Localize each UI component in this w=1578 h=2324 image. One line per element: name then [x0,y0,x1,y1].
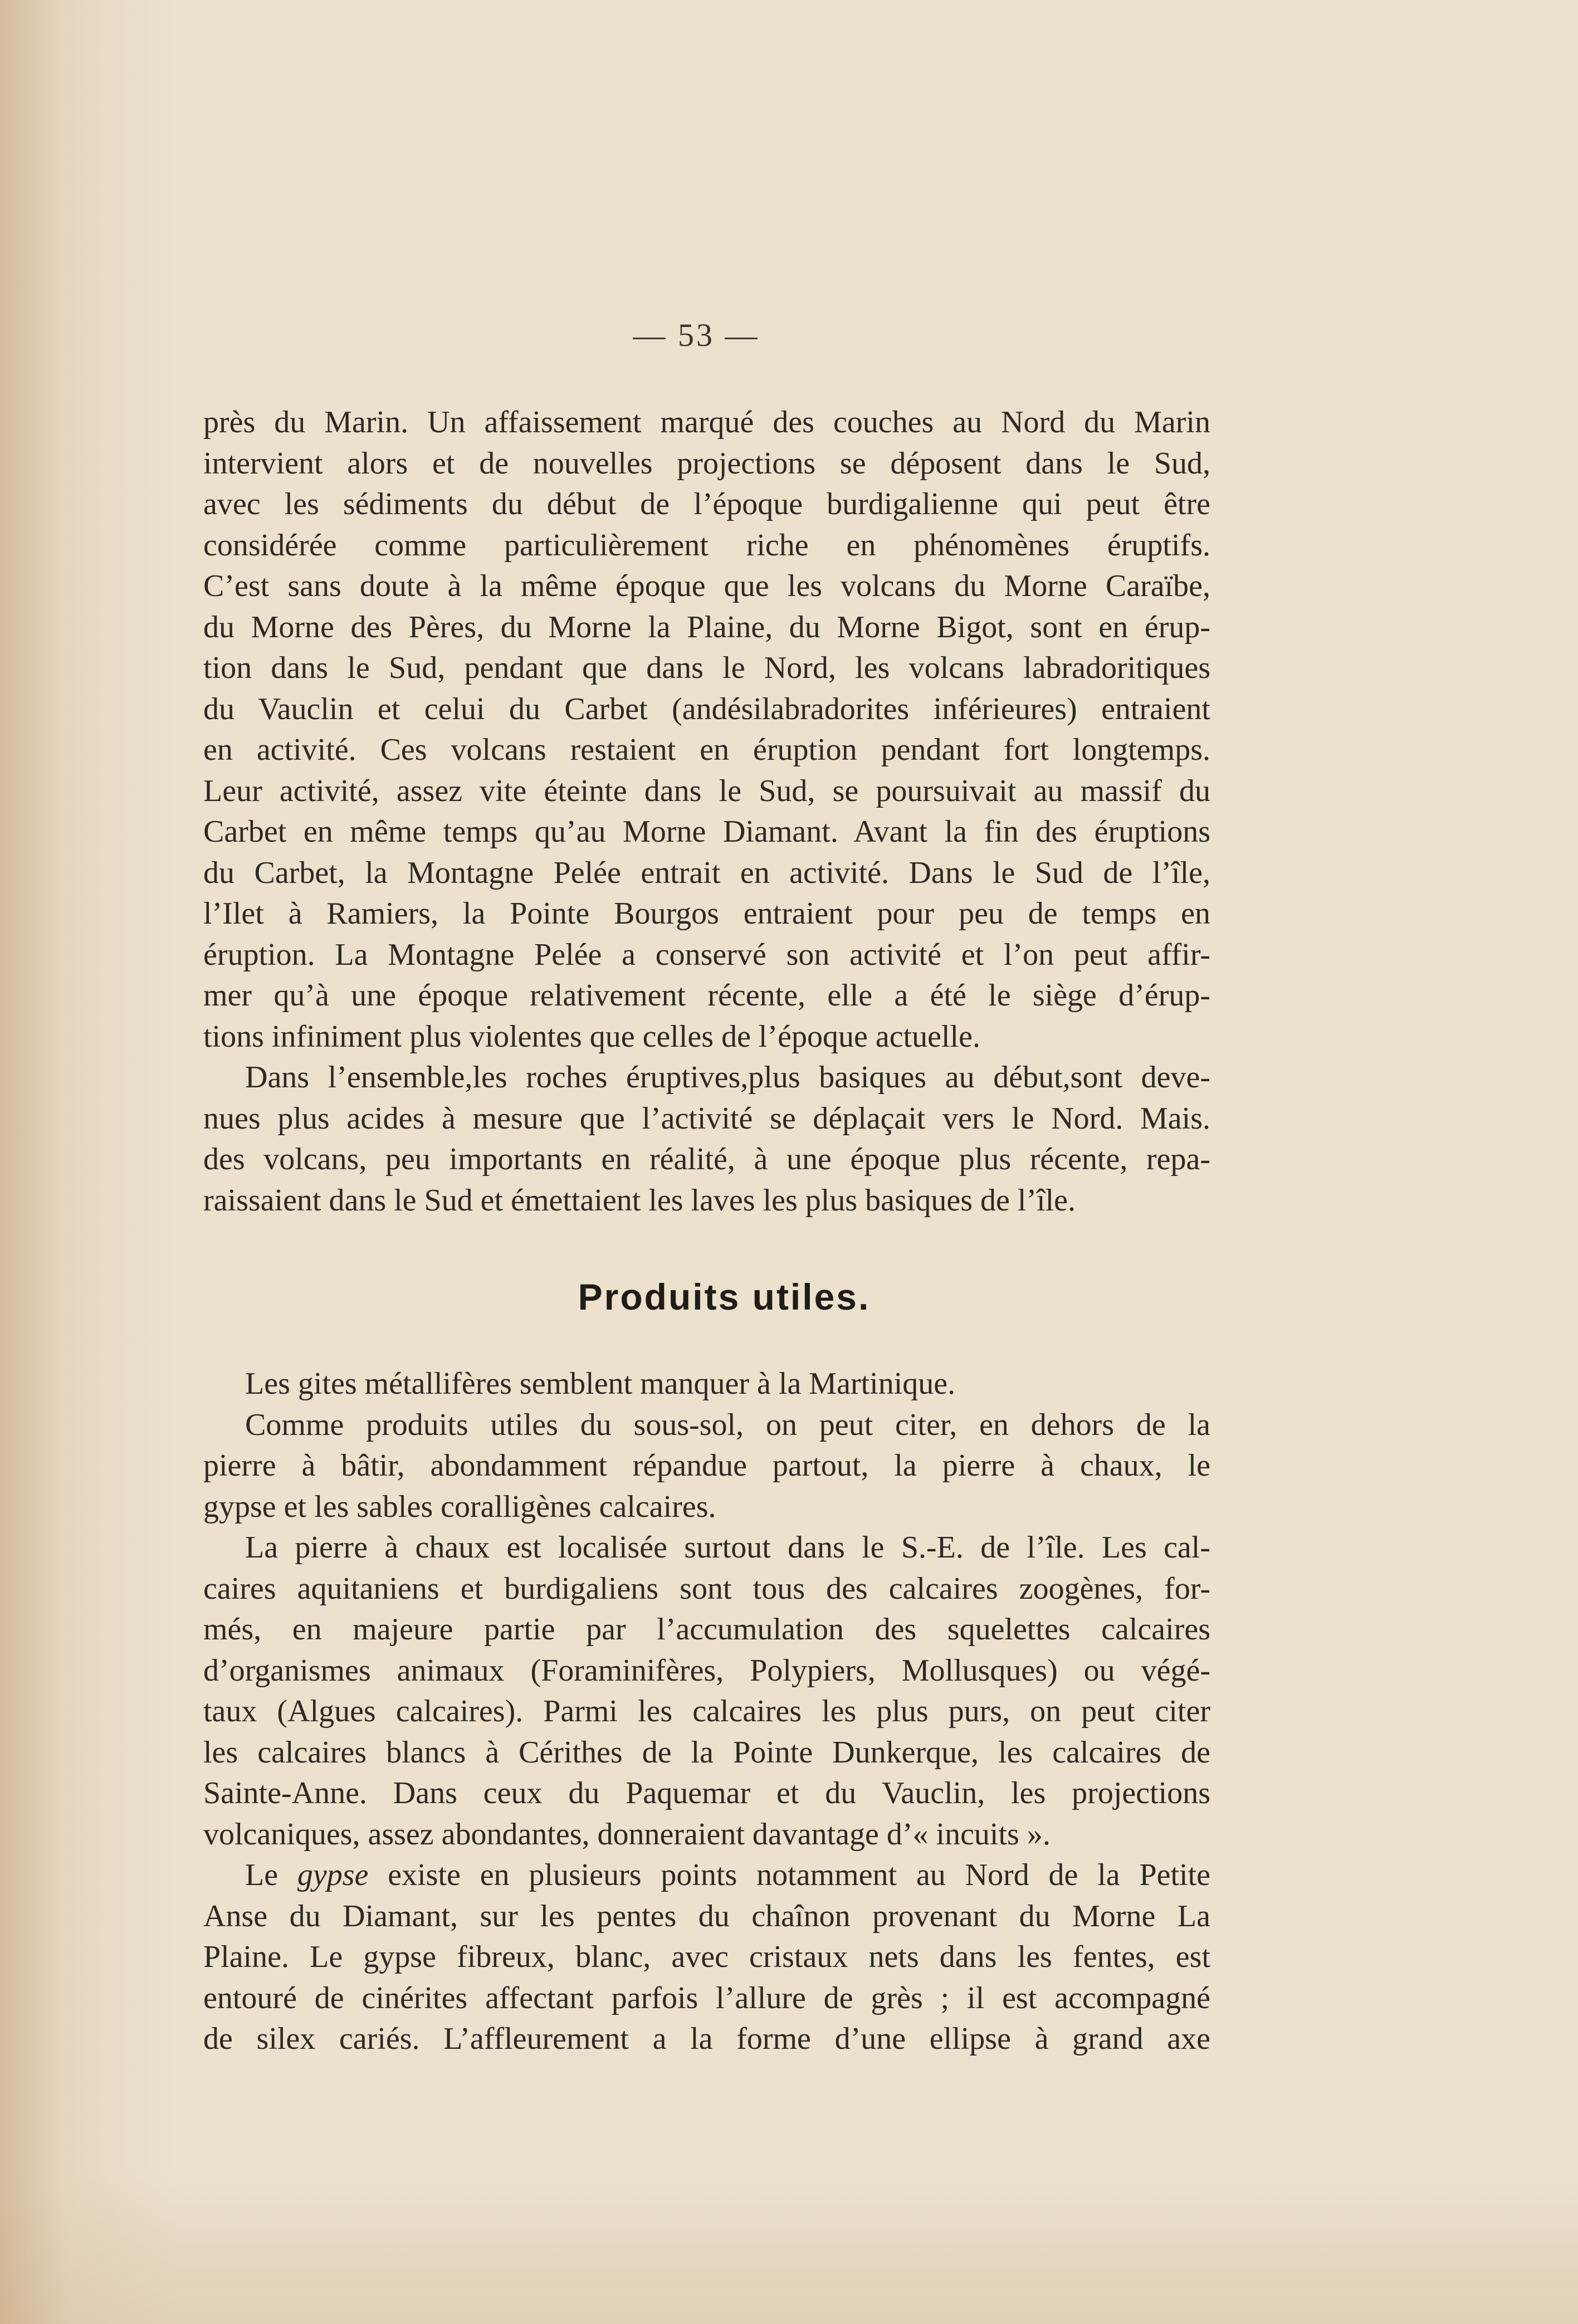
text-line: du Carbet, la Montagne Pelée entrait en activité. Dans le Sud de l’île, [203,855,1210,890]
text-fragment: existe en plusieurs points notamment au Nord de la Petite [368,1858,1211,1892]
text-line: Comme produits utiles du sous-sol, on peut citer, en dehors de la [245,1407,1210,1442]
text-line: gypse et les sables coralligènes calcaires. [203,1489,716,1524]
page-number: — 53 — [633,317,760,353]
section-heading: Produits utiles. [578,1276,871,1317]
text-line: Sainte-Anne. Dans ceux du Paquemar et du Vauclin, les projections [203,1776,1210,1810]
text-line: més, en majeure partie par l’accumulation des squelettes calcaires [203,1612,1210,1647]
text-line: Anse du Diamant, sur les pentes du chaînon provenant du Morne La [203,1898,1210,1934]
text-line: des volcans, peu importants en réalité, à une époque plus récente, repa- [203,1142,1210,1176]
text-line: éruption. La Montagne Pelée a conservé son activité et l’on peut affir- [203,937,1210,972]
text-line: avec les sédiments du début de l’époque burdigalienne qui peut être [203,487,1210,521]
text-line: entouré de cinérites affectant parfois l’allure de grès ; il est accompagné [203,1980,1210,2015]
text-fragment: Le [245,1858,297,1892]
text-line [203,1855,1210,1896]
text-line: pierre à bâtir, abondamment répandue partout, la pierre à chaux, le [203,1448,1210,1483]
text-line: du Morne des Pères, du Morne la Plaine, du Morne Bigot, sont en érup- [203,609,1210,645]
text-line: de silex cariés. L’affleurement a la forme d’une ellipse à grand axe [203,2022,1210,2056]
text-line: tions infiniment plus violentes que celles de l’époque actuelle. [203,1019,980,1054]
text-line: mer qu’à une époque relativement récente, elle a été le siège d’érup- [203,978,1210,1013]
text-line: nues plus acides à mesure que l’activité se déplaçait vers le Nord. Mais. [203,1101,1210,1136]
text-line: raissaient dans le Sud et émettaient les laves les plus basiques de l’île. [203,1183,1076,1218]
text-line: intervient alors et de nouvelles projections se déposent dans le Sud, [203,446,1210,481]
text-line: l’Ilet à Ramiers, la Pointe Bourgos entraient pour peu de temps en [203,896,1210,931]
text-line: Leur activité, assez vite éteinte dans le Sud, se poursuivait au massif du [203,773,1210,808]
italic-term: gypse [297,1858,369,1892]
text-line: d’organismes animaux (Foraminifères, Polypiers, Mollusques) ou végé- [203,1653,1210,1688]
text-line: volcaniques, assez abondantes, donneraient davantage d’« incuits ». [203,1817,1051,1852]
text-line: caires aquitaniens et burdigaliens sont tous des calcaires zoogènes, for- [203,1571,1210,1606]
text-line: les calcaires blancs à Cérithes de la Pointe Dunkerque, les calcaires de [203,1735,1210,1770]
text-line: Plaine. Le gypse fibreux, blanc, avec cristaux nets dans les fentes, est [203,1940,1210,1974]
paragraph-useful-products [203,1364,1210,2060]
text-line: taux (Algues calcaires). Parmi les calcaires les plus purs, on peut citer [203,1694,1210,1729]
text-line: du Vauclin et celui du Carbet (andésilabradorites inférieures) entraient [203,691,1210,726]
text-line: La pierre à chaux est localisée surtout dans le S.-E. de l’île. Les cal- [245,1530,1210,1565]
text-line: près du Marin. Un affaissement marqué des couches au Nord du Marin [203,405,1210,440]
paragraph-volcanic-history [203,402,1210,1221]
text-line: considérée comme particulièrement riche en phénomènes éruptifs. [203,528,1210,563]
text-line: Carbet en même temps qu’au Morne Diamant. Avant la fin des éruptions [203,814,1210,849]
text-line: Les gites métallifères semblent manquer à la Martinique. [245,1366,956,1401]
text-line: Dans l’ensemble,les roches éruptives,plus basiques au début,sont deve- [245,1060,1210,1095]
text-line: en activité. Ces volcans restaient en éruption pendant fort longtemps. [203,733,1210,767]
text-line: C’est sans doute à la même époque que les volcans du Morne Caraïbe, [203,569,1210,603]
text-line: tion dans le Sud, pendant que dans le Nord, les volcans labradoritiques [203,651,1210,685]
